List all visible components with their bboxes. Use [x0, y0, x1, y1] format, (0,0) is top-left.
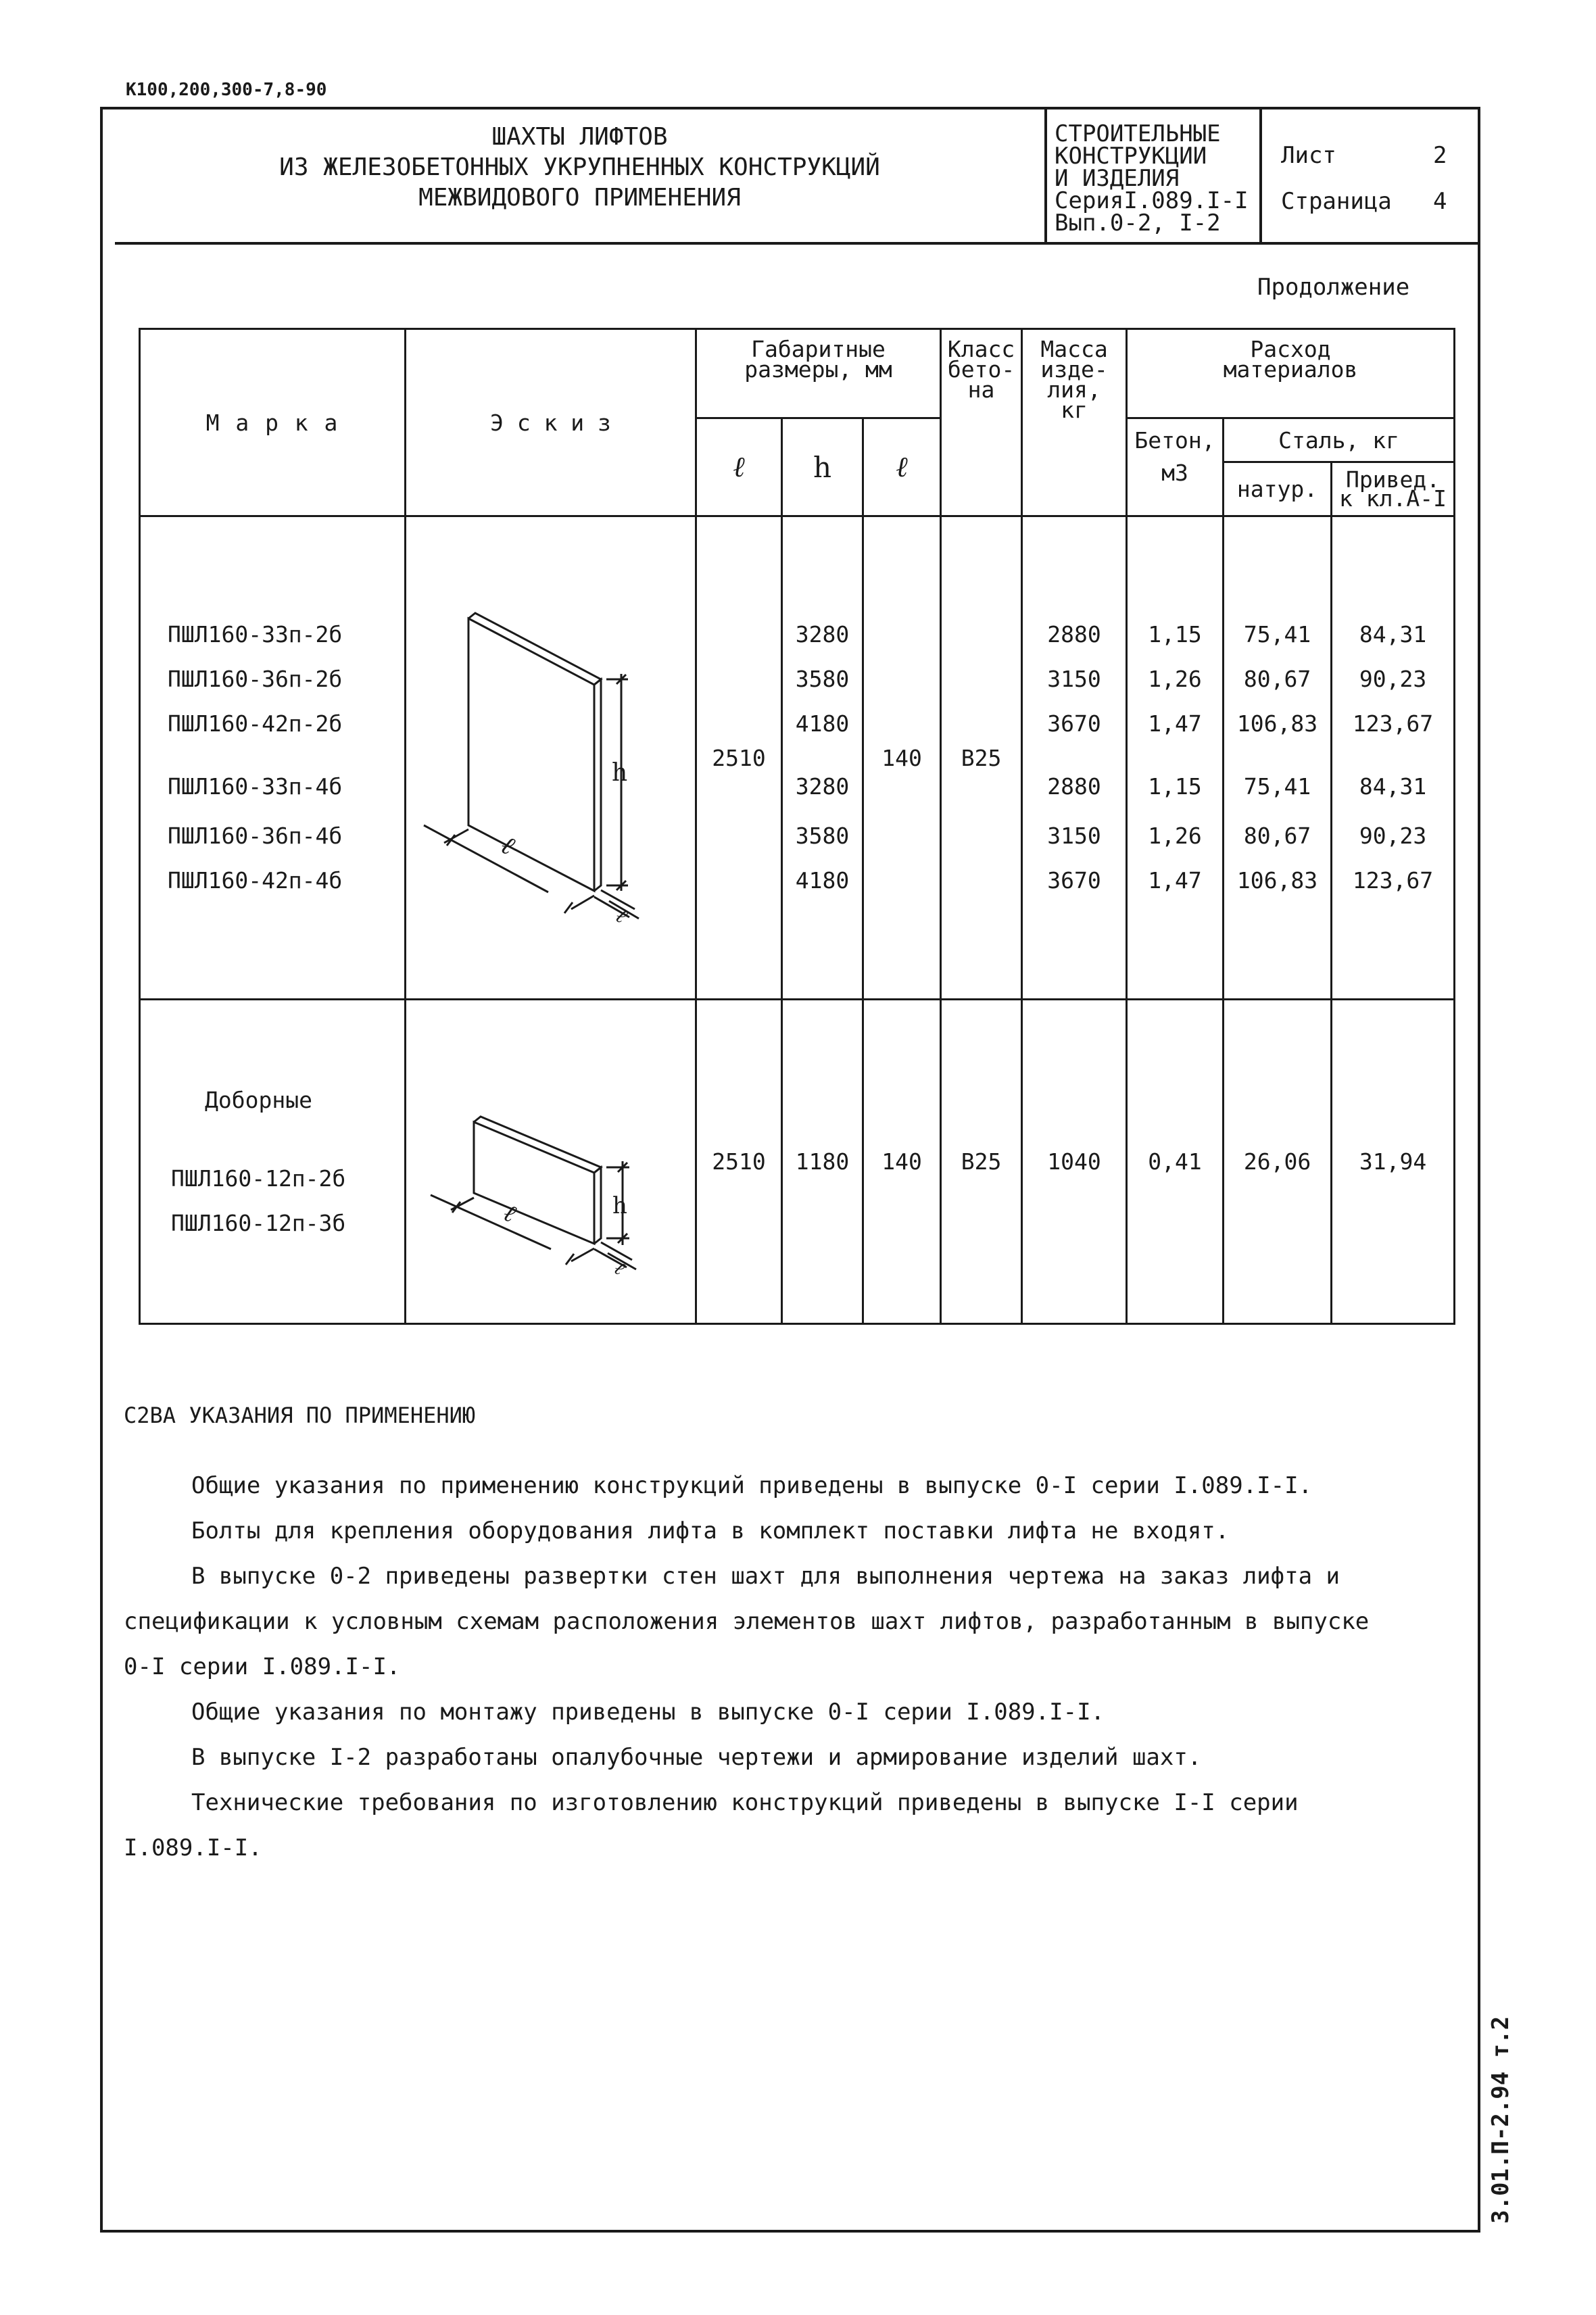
table-cell: 123,67 [1352, 867, 1434, 894]
note-paragraph: Болты для крепления оборудования лифта в комплект поставки лифта не входят. [191, 1517, 1230, 1544]
notes-body [124, 1463, 1449, 1871]
header-mass-line-1: Масса [1040, 336, 1108, 362]
panel-sketch-large [406, 517, 697, 1000]
group2-thickness: 140 [863, 1000, 941, 1324]
table-cell: 4180 [795, 710, 850, 737]
header-consumption [1127, 329, 1455, 418]
header-concrete-line-2: м3 [1161, 460, 1188, 486]
group1-steel-reduced [1332, 516, 1455, 1000]
group1-heights [782, 516, 863, 1000]
header-class-line-2: бето- [947, 356, 1015, 383]
panel-front-face [474, 1122, 594, 1244]
table-cell: 3580 [795, 666, 850, 692]
list-item: ПШЛ160-36п-4б [168, 823, 343, 849]
header-consumption-line-2: материалов [1223, 356, 1358, 383]
table-cell: 3280 [795, 773, 850, 800]
page-number: 4 [1433, 188, 1447, 215]
header-mark: М а р к а [140, 329, 406, 516]
series-block [1055, 120, 1249, 237]
table-cell: 1,26 [1148, 666, 1202, 692]
group2-steel-reduced: 31,94 [1332, 1000, 1455, 1324]
panel-top-edge [474, 1117, 601, 1173]
series-line-3: И ИЗДЕЛИЯ [1055, 165, 1180, 192]
table-cell: 1,47 [1148, 710, 1202, 737]
header-consumption-line-1: Расход [1250, 336, 1331, 362]
notes-heading: С2ВА УКАЗАНИЯ ПО ПРИМЕНЕНИЮ [124, 1403, 476, 1428]
table-cell: 1,26 [1148, 823, 1202, 849]
header-steel-reduced-line-1: Привед. [1345, 466, 1441, 493]
header-concrete-line-1: Бетон, [1134, 427, 1215, 454]
header-concrete [1127, 418, 1224, 516]
note-paragraph: Технические требования по изготовлению конструкций приведены в выпуске I-I серии [191, 1789, 1299, 1816]
series-line-2: КОНСТРУКЦИИ [1055, 143, 1207, 170]
side-archive-code: 3.01.П-2.94 т.2 [1487, 2016, 1514, 2224]
group2-concrete: 0,41 [1127, 1000, 1224, 1324]
note-paragraph-continued: I.089.I-I. [124, 1834, 262, 1861]
list-item: ПШЛ160-33п-4б [168, 773, 343, 800]
header-mass-line-3: лия, [1047, 376, 1101, 403]
title-line-3: МЕЖВИДОВОГО ПРИМЕНЕНИЯ [418, 184, 741, 212]
panel-top-edge [468, 613, 601, 685]
note-paragraph-continued: 0-I серии I.089.I-I. [124, 1653, 401, 1680]
list-item: ПШЛ160-12п-2б [171, 1165, 346, 1192]
header-dim-h: h [782, 418, 863, 516]
group2-height: 1180 [782, 1000, 863, 1324]
note-paragraph: Общие указания по монтажу приведены в выпуске 0-I серии I.089.I-I. [191, 1699, 1105, 1726]
table-row-group-2 [140, 1000, 1455, 1324]
note-paragraph-continued: спецификации к условным схемам расположения элементов шахт лифтов, разработанным в выпуске [124, 1608, 1370, 1635]
header-class-line-1: Класс [947, 336, 1015, 362]
group2-concrete-class: В25 [941, 1000, 1022, 1324]
table-row-group-1 [140, 516, 1455, 1000]
title-line-1: ШАХТЫ ЛИФТОВ [491, 123, 668, 151]
series-line-5: Вып.0-2, I-2 [1055, 210, 1221, 237]
table-cell: 2880 [1047, 773, 1101, 800]
group1-thickness: 140 [863, 516, 941, 1000]
table-cell: 3670 [1047, 710, 1101, 737]
table-cell: 75,41 [1243, 773, 1311, 800]
panel-front-face [468, 618, 594, 891]
sketch-label-b: ℓ [610, 904, 632, 929]
sheet-label: Лист [1281, 142, 1336, 169]
table-cell: 84,31 [1359, 773, 1427, 800]
document-code: К100,200,300-7,8-90 [126, 80, 327, 100]
table-cell: 75,41 [1243, 621, 1311, 648]
header-mass-line-4: кг [1061, 397, 1088, 423]
table-cell: 84,31 [1359, 621, 1427, 648]
table-cell: 1,15 [1148, 773, 1202, 800]
header-mass [1022, 329, 1127, 516]
table-cell: 123,67 [1352, 710, 1434, 737]
note-paragraph: Общие указания по применению конструкций приведены в выпуске 0-I серии I.089.I-I. [191, 1472, 1313, 1499]
header-sketch: Э с к и з [406, 329, 696, 516]
group2-steel-natural: 26,06 [1224, 1000, 1332, 1324]
header-steel-reduced-line-2: к кл.А-I [1339, 485, 1447, 512]
specification-table [139, 328, 1455, 1325]
dimension-line-l [431, 1195, 551, 1249]
series-line-1: СТРОИТЕЛЬНЫЕ [1055, 120, 1221, 147]
table-cell: 3670 [1047, 867, 1101, 894]
header-dims-line-2: размеры, мм [744, 356, 892, 383]
sketch-label-b: ℓ [610, 1257, 629, 1280]
document-title [115, 122, 1044, 213]
group2-marks [140, 1000, 406, 1324]
header-mass-line-2: изде- [1040, 356, 1108, 383]
table-cell: 1,15 [1148, 621, 1202, 648]
header-dims-line-1: Габаритные [751, 336, 886, 362]
sketch-label-h: h [612, 759, 628, 787]
page-label: Страница [1281, 188, 1392, 215]
title-line-2: ИЗ ЖЕЛЕЗОБЕТОННЫХ УКРУПНЕННЫХ КОНСТРУКЦИЙ [279, 153, 880, 181]
header-steel-natural: натур. [1224, 462, 1332, 516]
table-cell: 80,67 [1243, 823, 1311, 849]
group1-concrete [1127, 516, 1224, 1000]
table-cell: 90,23 [1359, 666, 1427, 692]
group1-concrete-class: В25 [941, 516, 1022, 1000]
header-steel: Сталь, кг [1224, 418, 1455, 462]
table-cell: 90,23 [1359, 823, 1427, 849]
list-item: ПШЛ160-33п-2б [168, 621, 343, 648]
series-line-4: СерияI.089.I-I [1055, 187, 1249, 214]
table-cell: 1,47 [1148, 867, 1202, 894]
table-cell: 2880 [1047, 621, 1101, 648]
sketch-label-h: h [612, 1192, 627, 1219]
continuation-label: Продолжение [1257, 274, 1410, 301]
header-steel-reduced [1332, 462, 1455, 516]
table-cell: 4180 [795, 867, 850, 894]
table-cell: 3280 [795, 621, 850, 648]
panel-sketch-small [406, 1000, 697, 1325]
list-item: ПШЛ160-42п-4б [168, 867, 343, 894]
group1-marks [140, 516, 406, 1000]
note-paragraph: В выпуске 0-2 приведены развертки стен шахт для выполнения чертежа на заказ лифта и [191, 1563, 1340, 1590]
group1-length: 2510 [696, 516, 782, 1000]
header-concrete-class [941, 329, 1022, 516]
group1-mass [1022, 516, 1127, 1000]
list-item: ПШЛ160-36п-2б [168, 666, 343, 692]
sketch-label-l: ℓ [499, 1198, 521, 1229]
title-block [115, 108, 1480, 243]
note-paragraph: В выпуске I-2 разработаны опалубочные чертежи и армирование изделий шахт. [191, 1744, 1202, 1771]
table-cell: 80,67 [1243, 666, 1311, 692]
group2-length: 2510 [696, 1000, 782, 1324]
list-item: ПШЛ160-12п-3б [171, 1209, 346, 1236]
header-class-line-3: на [967, 376, 995, 403]
header-dim-b: ℓ [863, 418, 941, 516]
table-cell: 106,83 [1236, 867, 1318, 894]
group2-mass: 1040 [1022, 1000, 1127, 1324]
sketch-label-l: ℓ [495, 829, 520, 861]
table-cell: 106,83 [1236, 710, 1318, 737]
table-cell: 3150 [1047, 666, 1101, 692]
sketch-panel-large [406, 516, 696, 1000]
header-dim-l: ℓ [696, 418, 782, 516]
table-cell: 3150 [1047, 823, 1101, 849]
sheet-number: 2 [1433, 142, 1447, 169]
header-dimensions [696, 329, 941, 418]
group1-steel-natural [1224, 516, 1332, 1000]
group2-title: Доборные [205, 1086, 312, 1113]
list-item: ПШЛ160-42п-2б [168, 710, 343, 737]
sketch-panel-small [406, 1000, 696, 1324]
table-cell: 3580 [795, 823, 850, 849]
